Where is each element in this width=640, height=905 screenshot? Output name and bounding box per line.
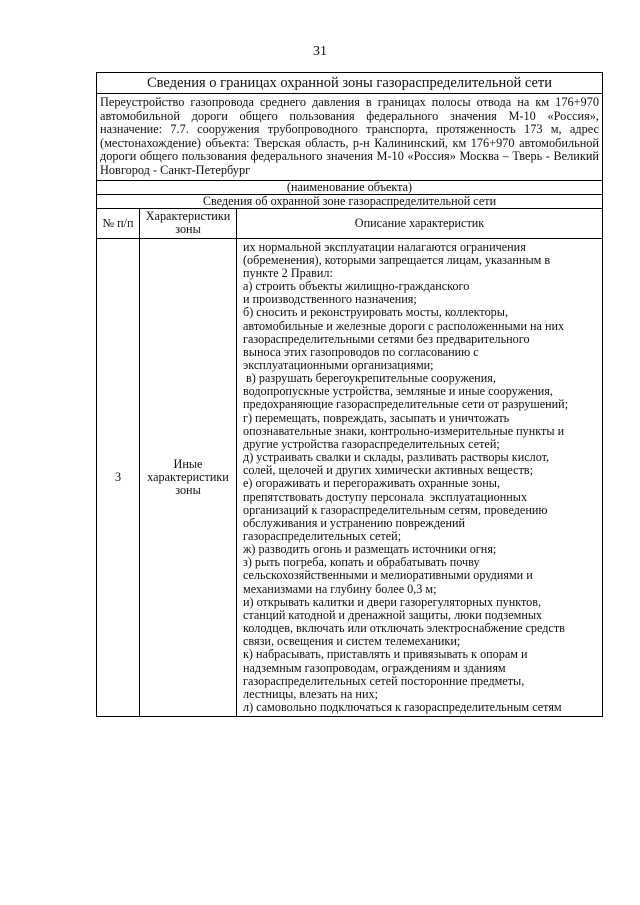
description-line: сельскохозяйственными и мелиоративными орудиями и [243,568,533,583]
description-line: г) перемещать, повреждать, засыпать и уничтожать [243,410,510,425]
description-line: обслуживания и устранению повреждений [243,515,466,530]
description-line: солей, щелочей и других химически активных веществ; [243,463,533,478]
description-line: организаций к газораспределительным сетям, проведению [243,502,548,517]
description-line: и производственного назначения; [243,292,417,307]
zone-info-table [96,72,602,717]
object-caption: (наименование объекта) [97,180,603,194]
object-description: Переустройство газопровода среднего давления в границах полосы отвода на км 176+970 автомобильной дороги общего пользования федерального значения М-10 «Россия», назначение: 7.7. сооружения трубопроводного транспорта, протяженность 173 м, адрес (местонахождение) объекта: Тверская область, р-н Калининский, км 176+970 автомобильной дороги общего пользования федерального значения М-10 «Россия» Москва – Тверь - Великий Новгород - Санкт-Петербург [97,94,603,181]
description-line: газораспределительными сетями без предварительного [243,331,530,346]
description-line: в) разрушать берегоукрепительные сооружения, [243,371,496,386]
description-line: опознавательные знаки, контрольно-измерительные пункты и [243,423,565,438]
description-line: механизмами на глубину более 0,3 м; [243,581,437,596]
description-line: связи, освещения и систем телемеханики; [243,634,461,649]
description-line: е) огораживать и перегораживать охранные зоны, [243,476,500,491]
description-line: лестницы, влезать на них; [243,686,378,701]
description-line: д) устраивать свалки и склады, разливать растворы кислот, [243,450,550,465]
description-line: водопропускные устройства, земляные и иные сооружения, [243,384,553,399]
column-header-num: № п/п [97,208,140,238]
description-line: колодцев, включать или отключать электроснабжение средств [243,621,565,636]
description-line: з) рыть погреба, копать и обрабатывать почву [243,555,480,570]
document-title: Сведения о границах охранной зоны газораспределительной сети [97,73,603,94]
description-line: б) сносить и реконструировать мосты, коллекторы, [243,305,509,320]
description-line: предохраняющие газораспределительные сети от разрушений; [243,397,569,412]
description-line: надземным газопроводам, ограждениям и зданиям [243,660,506,675]
description-line: а) строить объекты жилищно-гражданского [243,279,470,294]
page-number: 31 [313,44,327,59]
description-line: эксплуатационными организациями; [243,357,434,372]
description-line: и) открывать калитки и двери газорегуляторных пунктов, [243,594,542,609]
description-line: газораспределительных сетей посторонние предметы, [243,673,525,688]
zone-header: Сведения об охранной зоне газораспределительной сети [97,194,603,208]
description-line: пункте 2 Правил: [243,265,333,280]
description-line: (обременения), которыми запрещается лицам, указанным в [243,252,551,267]
description-line: ж) разводить огонь и размещать источники огня; [243,542,497,557]
table-row [97,238,603,717]
description-line: станций катодной и дренажной защиты, люки подземных [243,607,543,622]
row-characteristic: Иные характеристики зоны [140,238,237,717]
description-line: препятствовать доступу персонала эксплуатационных [243,489,528,504]
row-description [237,238,603,717]
row-number: 3 [97,238,140,717]
description-line: выноса этих газопроводов по согласованию с [243,344,479,359]
column-header-description: Описание характеристик [237,208,603,238]
description-line: автомобильные и железные дороги с расположенными на них [243,318,565,333]
column-header-characteristics: Характеристики зоны [140,208,237,238]
description-line: другие устройства газораспределительных сетей; [243,436,500,451]
description-line: к) набрасывать, приставлять и привязывать к опорам и [243,647,528,662]
description-line: л) самовольно подключаться к газораспределительным сетям [243,700,562,715]
description-line: их нормальной эксплуатации налагаются ограничения [243,239,526,254]
description-line: газораспределительных сетей; [243,529,402,543]
